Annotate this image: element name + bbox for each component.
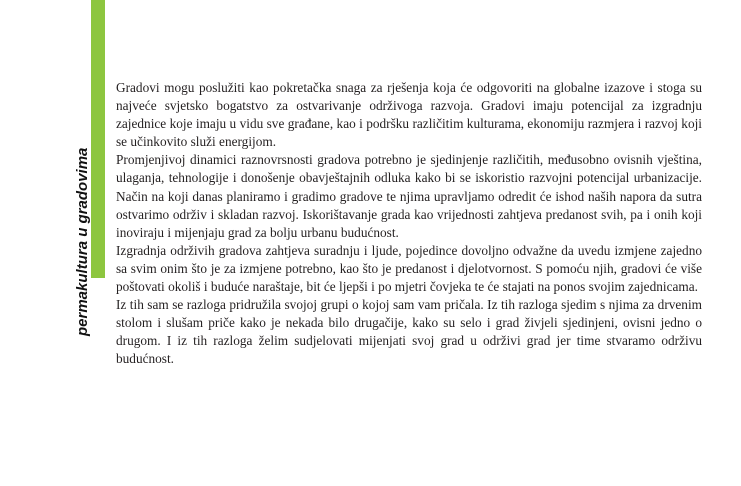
paragraph: Izgradnja održivih gradova zahtjeva suradnju i ljude, pojedince dovoljno odvažne da uvedu izmjene zajedno sa svim onim što je za izmjene potrebno, kao što je predanost i djelotvornost. S pomoću njih, gradovi će više poštovati okoliš i buduće naraštaje, bit će ljepši i po mjetri čovjeka te će stajati na ponos svojim zajednicama. xyxy=(116,242,702,295)
body-text xyxy=(116,79,702,369)
section-title-vertical: permakultura u gradovima xyxy=(74,147,91,336)
green-accent-bar xyxy=(91,0,105,278)
paragraph: Promjenjivoj dinamici raznovrsnosti gradova potrebno je sjedinjenje različitih, međusobno ovisnih vještina, ulaganja, tehnologije i donošenje obavještajnih odluka kako bi se iskoristio razvojni potencijal urbanizacije. Način na koji danas planiramo i gradimo gradove te njima upravljamo odredit će ishod naših napora da sutra ostvarimo održiv i skladan razvoj. Iskorištavanje grada kao vrijednosti zahtjeva predanost svih, pa i onih koji inoviraju i mijenjaju grad za bolju urbanu budućnost. xyxy=(116,152,702,240)
paragraph: Gradovi mogu poslužiti kao pokretačka snaga za rješenja koja će odgovoriti na globalne izazove i stoga su najveće svjetsko bogatstvo za ostvarivanje održivoga razvoja. Gradovi imaju potencijal za izgradnju zajednice koje imaju u vidu sve građane, kao i podršku različitim kulturama, ekonomiju razmjera i razvoj koji se učinkovito služi energijom. xyxy=(116,80,702,150)
paragraph: Iz tih sam se razloga pridružila svojoj grupi o kojoj sam vam pričala. Iz tih razloga sjedim s njima za drvenim stolom i slušam priče kako je nekada bilo drugačije, kako su selo i grad živjeli sjedinjeni, ovisni jedno o drugom. I iz tih razloga želim sudjelovati mijenjati svoj grad u održivi grad jer time stvaramo održivu budućnost. xyxy=(116,297,702,367)
